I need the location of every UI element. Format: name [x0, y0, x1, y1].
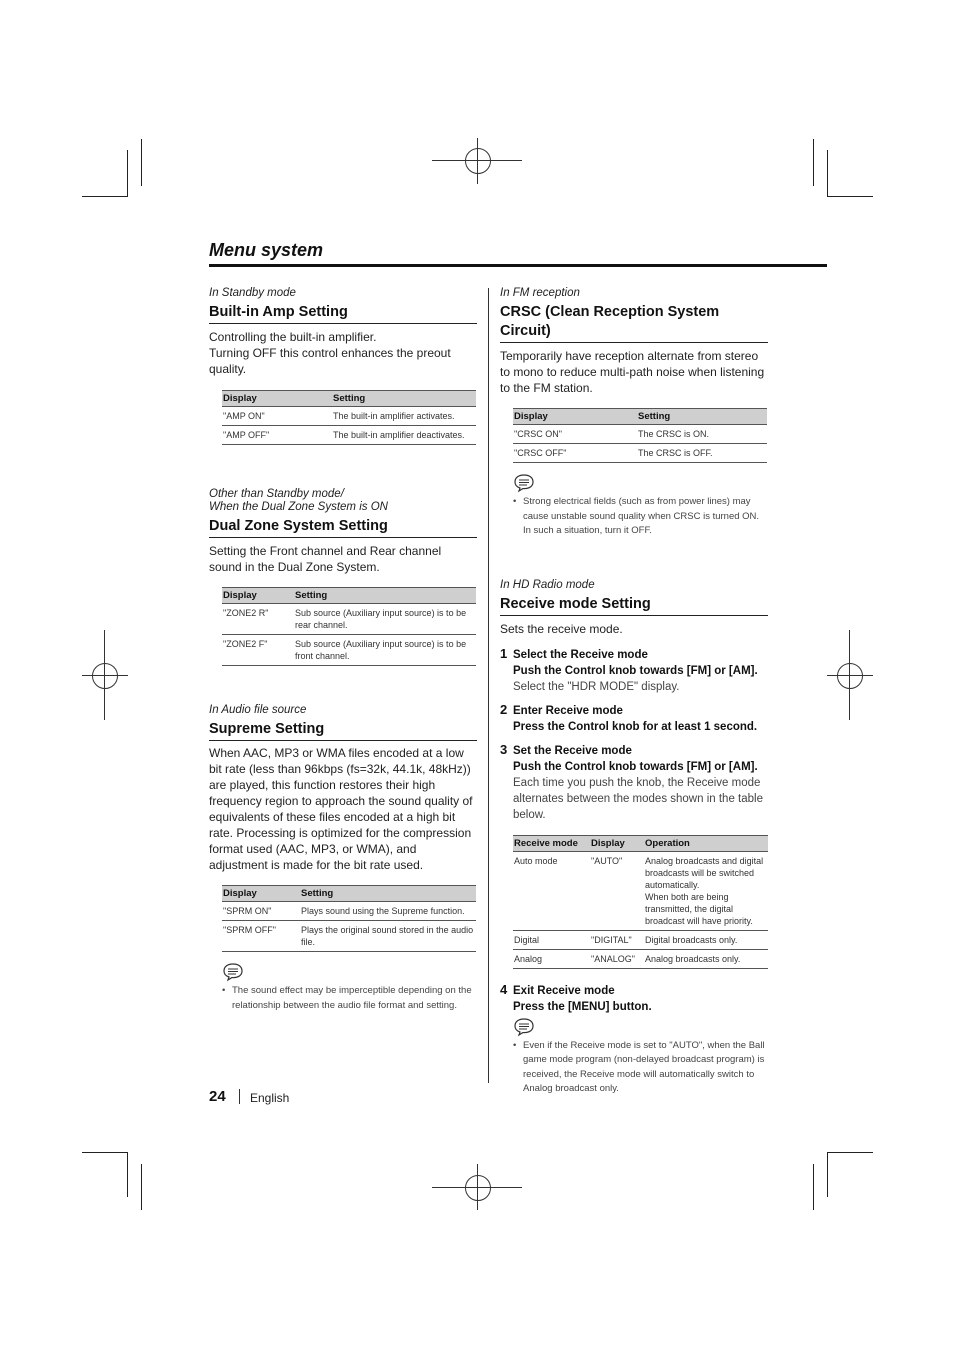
- crsc-heading: CRSC (Clean Reception System Circuit): [500, 303, 768, 343]
- step-title: Select the Receive mode: [513, 648, 648, 661]
- table-cell: The CRSC is ON.: [637, 425, 767, 444]
- supreme-note: • The sound effect may be imperceptible depending on the relationship between the audio file format and setting.: [222, 984, 477, 1013]
- table-cell: The built-in amplifier activates.: [332, 407, 476, 426]
- crsc-desc: Temporarily have reception alternate from stereo to mono to reduce multi-path noise when listening to the FM station.: [500, 349, 765, 395]
- table-row: [222, 407, 476, 426]
- table-header-row: [222, 391, 476, 407]
- step-number: 2: [500, 701, 508, 717]
- step-title: Set the Receive mode: [513, 744, 632, 757]
- table-cell: "CRSC OFF": [513, 444, 637, 463]
- table-cell: "CRSC ON": [513, 425, 637, 444]
- amp-desc-1: Controlling the built-in amplifier.: [209, 330, 377, 344]
- table-row: [513, 930, 768, 949]
- supreme-section: [209, 704, 477, 1013]
- page-language: English: [250, 1091, 290, 1105]
- receive-table: [513, 835, 768, 969]
- table-header: Display: [222, 588, 294, 604]
- table-header-row: [513, 835, 768, 851]
- amp-table: [222, 390, 476, 445]
- note-icon: [222, 962, 244, 982]
- table-header: Display: [513, 409, 637, 425]
- table-cell: Analog: [513, 949, 590, 968]
- supreme-context: In Audio file source: [209, 704, 307, 716]
- amp-context: In Standby mode: [209, 287, 296, 299]
- table-cell: "AUTO": [590, 851, 644, 930]
- dual-section: [209, 488, 477, 666]
- table-cell: "SPRM OFF": [222, 921, 300, 952]
- page-separator: [239, 1089, 240, 1104]
- title-rule: [209, 264, 827, 267]
- table-row: [222, 635, 476, 666]
- dual-context-2: When the Dual Zone System is ON: [209, 501, 388, 513]
- crop-mark: [827, 150, 828, 197]
- table-cell: Digital: [513, 930, 590, 949]
- step-number: 4: [500, 981, 508, 997]
- dual-heading: Dual Zone System Setting: [209, 517, 477, 538]
- step-text: Select the "HDR MODE" display.: [513, 680, 680, 693]
- receive-desc: Sets the receive mode.: [500, 621, 623, 636]
- dual-table: [222, 587, 476, 666]
- dual-context-1: Other than Standby mode/: [209, 488, 344, 500]
- supreme-table: [222, 885, 476, 952]
- table-cell: "ANALOG": [590, 949, 644, 968]
- table-header-row: [513, 409, 767, 425]
- left-column: [209, 287, 477, 1013]
- receive-heading: Receive mode Setting: [500, 595, 768, 616]
- table-cell: Analog broadcasts only.: [644, 949, 768, 968]
- table-cell: "ZONE2 F": [222, 635, 294, 666]
- table-row: [513, 949, 768, 968]
- table-row: [513, 851, 768, 930]
- step-instruction: Push the Control knob towards [FM] or [AM].: [513, 760, 758, 773]
- table-cell: "SPRM ON": [222, 902, 300, 921]
- step-text: Each time you push the knob, the Receive mode alternates between the modes shown in the table below.: [513, 776, 763, 821]
- table-header: Setting: [300, 886, 476, 902]
- crop-mark: [82, 1152, 128, 1153]
- right-column: [500, 287, 768, 1097]
- receive-context: In HD Radio mode: [500, 578, 595, 591]
- table-header: Receive mode: [513, 835, 590, 851]
- table-cell: "ZONE2 R": [222, 604, 294, 635]
- crop-mark: [141, 1164, 142, 1210]
- table-row: [222, 921, 476, 952]
- table-row: [222, 902, 476, 921]
- column-divider: [488, 288, 489, 1083]
- table-cell: Plays sound using the Supreme function.: [300, 902, 476, 921]
- table-header: Setting: [332, 391, 476, 407]
- table-cell: Sub source (Auxiliary input source) is to be front channel.: [294, 635, 476, 666]
- table-row: [513, 425, 767, 444]
- step-title: Enter Receive mode: [513, 704, 623, 717]
- table-header: Setting: [637, 409, 767, 425]
- table-row: [513, 444, 767, 463]
- table-header: Operation: [644, 835, 768, 851]
- crop-mark: [127, 150, 128, 197]
- crop-mark: [827, 196, 873, 197]
- receive-section: [500, 579, 768, 1097]
- table-cell: "DIGITAL": [590, 930, 644, 949]
- crop-mark: [127, 1152, 128, 1197]
- table-header: Display: [222, 391, 332, 407]
- table-cell: Plays the original sound stored in the audio file.: [300, 921, 476, 952]
- table-header: Setting: [294, 588, 476, 604]
- supreme-desc: When AAC, MP3 or WMA files encoded at a low bit rate (less than 96kbps (fs=32k, 44.1k, 48kHz)) are played, this function restores their high frequency region to approach the sound quality of equivalents of these files encoded at a high bit rate. Processing is optimized for the compression format used (AAC, MP3, or WMA), and adjustment is made for the bit rate used.: [209, 746, 473, 872]
- table-header-row: [222, 886, 476, 902]
- page-number: 24: [209, 1088, 226, 1105]
- amp-desc-2: Turning OFF this control enhances the preout quality.: [209, 346, 451, 376]
- crop-mark: [813, 139, 814, 186]
- table-row: [222, 604, 476, 635]
- table-row: [222, 426, 476, 445]
- table-cell: [644, 851, 768, 930]
- crop-mark: [141, 139, 142, 186]
- table-cell: Sub source (Auxiliary input source) is to be rear channel.: [294, 604, 476, 635]
- table-cell: "AMP ON": [222, 407, 332, 426]
- dual-desc: Setting the Front channel and Rear channel sound in the Dual Zone System.: [209, 544, 442, 574]
- step-instruction: Push the Control knob towards [FM] or [AM].: [513, 664, 758, 677]
- step-title: Exit Receive mode: [513, 984, 615, 997]
- step-3: [500, 743, 768, 969]
- crsc-note: • Strong electrical fields (such as from power lines) may cause unstable sound quality when CRSC is turned ON. In such a situation, turn it OFF.: [513, 495, 768, 539]
- table-cell: Auto mode: [513, 851, 590, 930]
- page-title: Menu system: [209, 240, 324, 260]
- step-4: [500, 983, 768, 1015]
- step-number: 1: [500, 645, 508, 661]
- table-header: Display: [222, 886, 300, 902]
- table-cell: The built-in amplifier deactivates.: [332, 426, 476, 445]
- crsc-context: In FM reception: [500, 287, 580, 299]
- amp-section: [209, 287, 477, 445]
- crsc-table: [513, 408, 767, 463]
- supreme-heading: Supreme Setting: [209, 720, 477, 741]
- note-icon: [513, 473, 535, 493]
- table-cell: Digital broadcasts only.: [644, 930, 768, 949]
- crop-mark: [813, 1164, 814, 1210]
- operation-text: Analog broadcasts and digital broadcasts will be switched automatically.: [645, 855, 764, 890]
- crop-mark: [827, 1152, 828, 1197]
- crop-mark: [827, 1152, 873, 1153]
- note-icon: [513, 1017, 535, 1037]
- table-cell: The CRSC is OFF.: [637, 444, 767, 463]
- table-header-row: [222, 588, 476, 604]
- operation-text: When both are being transmitted, the digital broadcast will have priority.: [645, 891, 753, 926]
- crop-mark: [82, 196, 128, 197]
- receive-note: • Even if the Receive mode is set to "AUTO", when the Ball game mode program (non-delayed broadcast program) is received, the Receive mode will automatically switch to Analog broadcast only.: [513, 1039, 768, 1097]
- crsc-section: [500, 287, 768, 539]
- step-number: 3: [500, 741, 508, 757]
- table-header: Display: [590, 835, 644, 851]
- step-instruction: Press the [MENU] button.: [513, 1000, 652, 1013]
- step-instruction: Press the Control knob for at least 1 second.: [513, 720, 758, 733]
- table-cell: "AMP OFF": [222, 426, 332, 445]
- step-1: [500, 647, 768, 695]
- step-2: [500, 703, 768, 735]
- amp-heading: Built-in Amp Setting: [209, 303, 477, 324]
